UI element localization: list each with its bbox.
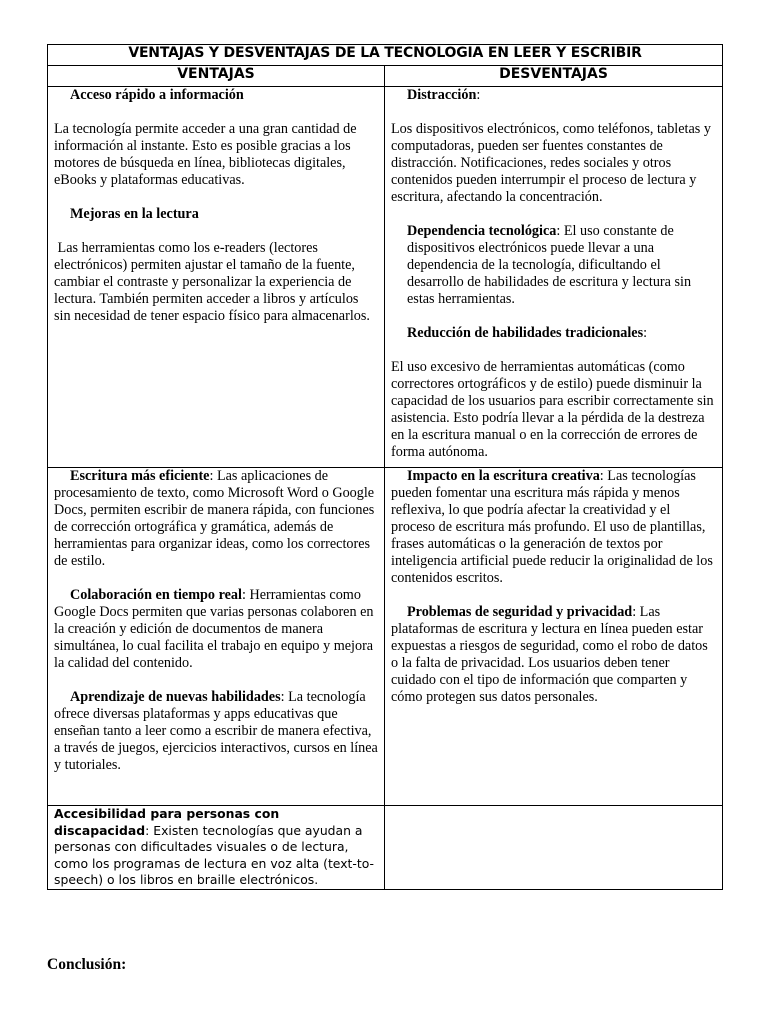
heading-dependencia: Dependencia tecnológica [407,223,557,239]
desventajas-cell-2 [385,468,723,806]
heading-reduccion: Reducción de habilidades tradicionales [407,325,644,341]
heading-escritura-eficiente: Escritura más eficiente [70,468,210,484]
conclusion-label: Conclusión: [47,956,127,973]
heading-seguridad-privacidad: Problemas de seguridad y privacidad [407,604,633,620]
ventajas-cell-3 [48,806,385,890]
text-seguridad-privacidad: : Las plataformas de escritura y lectura en línea pueden estar expuestas a riesgos de seguridad, como el robo de datos o la falta de privacidad. Los usuarios deben tener cuidado con el tipo de información que comparten y cómo protegen sus datos personales. [391,604,708,705]
desventajas-cell-3-empty [385,806,723,890]
heading-suffix: : [476,87,481,103]
text-dependencia: : El uso constante de dispositivos electrónicos puede llevar a una dependencia de la tecnología, dificultando el desarrollo de habilidades de escritura y lectura sin estas herramientas. [407,223,692,307]
ventajas-cell-2 [48,468,385,806]
text-aprendizaje: : La tecnología ofrece diversas plataformas y apps educativas que enseñan tanto a leer como a escribir de manera efectiva, a través de juegos, ejercicios interactivos, cursos en línea y tutoriales. [54,689,378,773]
text-distraccion: Los dispositivos electrónicos, como teléfonos, tabletas y computadoras, pueden ser fuentes constantes de distracción. Notificaciones, redes sociales y otros contenidos pueden interrumpir el proceso de lectura y escritura, afectando la concentración. [391,121,711,205]
heading-suffix: : [643,325,648,341]
heading-colaboracion: Colaboración en tiempo real [70,587,242,603]
heading-impacto-creativa: Impacto en la escritura creativa [407,468,600,484]
text-acceso-rapido: La tecnología permite acceder a una gran cantidad de información al instante. Esto es posible gracias a los motores de búsqueda en línea, bibliotecas digitales, eBooks y plataformas educativas. [54,121,357,188]
text-escritura-eficiente: : Las aplicaciones de procesamiento de texto, como Microsoft Word o Google Docs, permiten escribir de manera rápida, con funciones de corrección ortográfica y gramática, además de herramientas para organizar ideas, como los correctores de estilo. [54,468,375,569]
text-impacto-creativa: : Las tecnologías pueden fomentar una escritura más rápida y menos reflexiva, lo que podría afectar la creatividad y el proceso de escritura más profundo. El uso de plantillas, frases automáticas o la generación de textos por inteligencia artificial puede reducir la originalidad de los contenidos escritos. [391,468,713,586]
ventajas-cell-1 [48,87,385,468]
desventajas-cell-1 [385,87,723,468]
text-reduccion: El uso excesivo de herramientas automáticas (como correctores ortográficos y de estilo) puede disminuir la capacidad de los usuarios para escribir correctamente sin asistencia. Esto podría llevar a la pérdida de la destreza en la escritura manual o en la corrección de errores de forma autónoma. [391,359,714,460]
text-accesibilidad: : Existen tecnologías que ayudan a personas con dificultades visuales o de lectura, como los programas de lectura en voz alta (text-to-speech) o los libros en braille electrónicos. [54,822,375,887]
heading-aprendizaje: Aprendizaje de nuevas habilidades [70,689,281,705]
pros-cons-table [47,44,723,890]
heading-accesibilidad: Accesibilidad para personas con discapacidad [54,806,280,838]
heading-mejoras-lectura: Mejoras en la lectura [70,206,199,222]
column-header-ventajas: VENTAJAS [48,66,385,87]
heading-acceso-rapido: Acceso rápido a información [70,87,244,103]
column-header-desventajas: DESVENTAJAS [385,66,723,87]
table-title: VENTAJAS Y DESVENTAJAS DE LA TECNOLOGIA EN LEER Y ESCRIBIR [48,45,723,66]
text-colaboracion: : Herramientas como Google Docs permiten que varias personas colaboren en la creación y edición de documentos de manera simultánea, lo cual facilita el trabajo en equipo y mejora la calidad del contenido. [54,587,374,671]
heading-distraccion: Distracción [407,87,477,103]
text-mejoras-lectura: Las herramientas como los e-readers (lectores electrónicos) permiten ajustar el tamaño de la fuente, cambiar el contraste y personalizar la experiencia de lectura. También permiten acceder a libros y artículos sin necesidad de tener espacio físico para almacenarlos. [54,240,370,324]
